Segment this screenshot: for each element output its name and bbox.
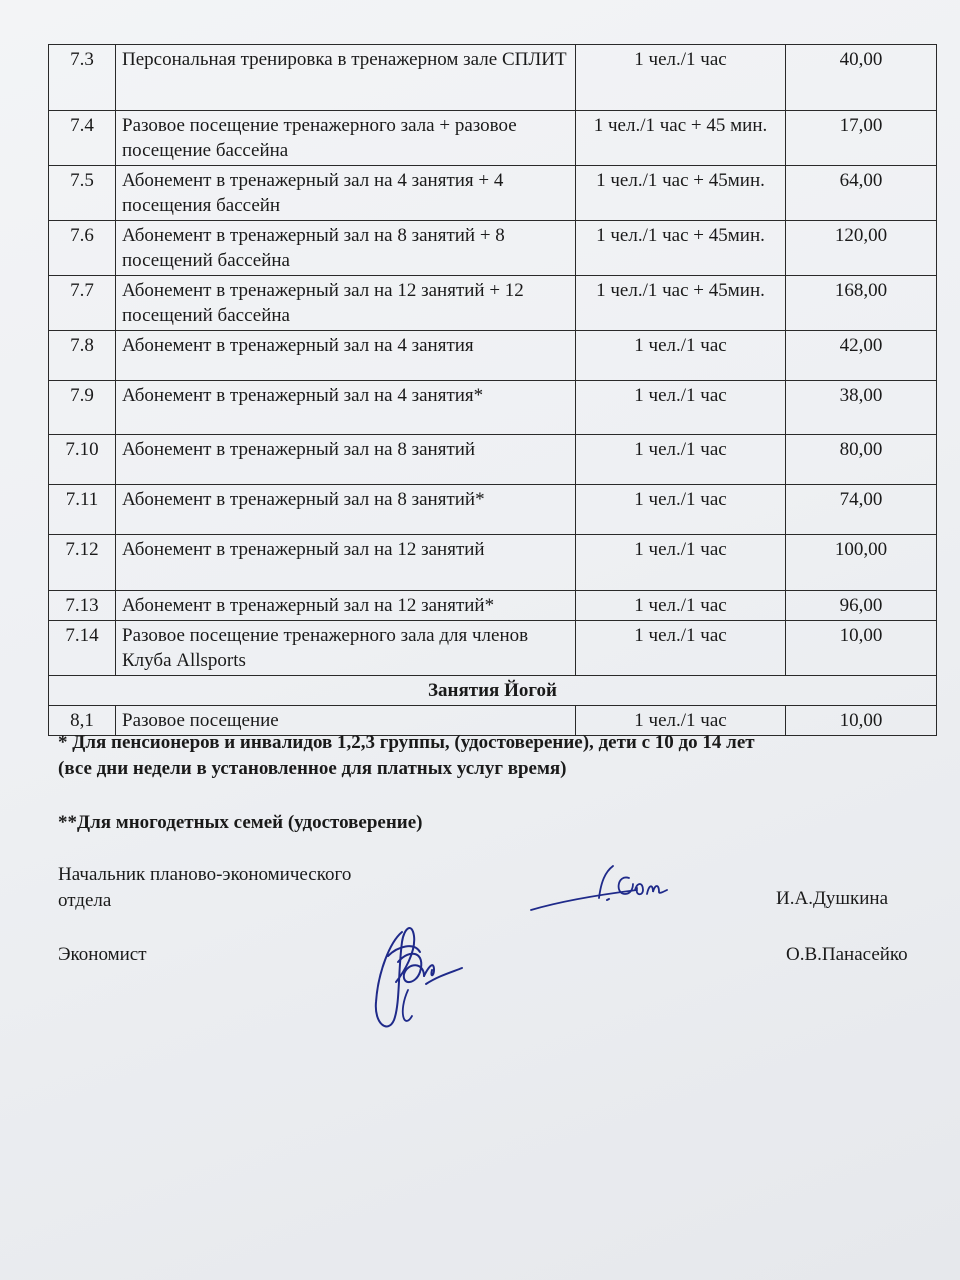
table-row (49, 221, 937, 276)
service-unit: 1 чел./1 час (576, 706, 786, 736)
service-unit: 1 чел./1 час (576, 381, 786, 435)
service-price: 17,00 (786, 111, 937, 166)
table-row (49, 591, 937, 621)
table-row (49, 331, 937, 381)
service-price: 120,00 (786, 221, 937, 276)
row-number: 7.4 (49, 111, 116, 166)
head-title-line: отдела (58, 890, 112, 911)
service-name: Разовое посещение (116, 706, 576, 736)
service-price: 80,00 (786, 435, 937, 485)
footnote-line: (все дни недели в установленное для платных услуг время) (58, 758, 567, 779)
row-number: 7.11 (49, 485, 116, 535)
table-row (49, 381, 937, 435)
economist-title: Экономист (58, 944, 147, 965)
head-name: И.А.Душкина (776, 888, 889, 909)
head-title-line: Начальник планово-экономического (58, 864, 352, 885)
service-unit: 1 чел./1 час (576, 621, 786, 676)
service-price: 10,00 (786, 621, 937, 676)
service-price: 38,00 (786, 381, 937, 435)
service-unit: 1 чел./1 час + 45мин. (576, 276, 786, 331)
table-row (49, 435, 937, 485)
footnote-discount (58, 730, 755, 782)
service-unit: 1 чел./1 час (576, 591, 786, 621)
signature-economist (368, 912, 478, 1042)
service-unit: 1 чел./1 час + 45 мин. (576, 111, 786, 166)
row-number: 7.13 (49, 591, 116, 621)
row-number: 7.9 (49, 381, 116, 435)
row-number: 7.14 (49, 621, 116, 676)
footnote-large-families: **Для многодетных семей (удостоверение) (58, 812, 423, 833)
service-unit: 1 чел./1 час (576, 535, 786, 591)
table-row (49, 535, 937, 591)
service-price: 64,00 (786, 166, 937, 221)
service-unit: 1 чел./1 час (576, 435, 786, 485)
service-price: 74,00 (786, 485, 937, 535)
signature-head (525, 860, 685, 920)
row-number: 7.5 (49, 166, 116, 221)
service-name: Абонемент в тренажерный зал на 8 занятий (116, 435, 576, 485)
service-name: Разовое посещение тренажерного зала + разовое посещение бассейна (116, 111, 576, 166)
table-row (49, 111, 937, 166)
table-row (49, 276, 937, 331)
service-name: Абонемент в тренажерный зал на 4 занятия (116, 331, 576, 381)
service-unit: 1 чел./1 час + 45мин. (576, 221, 786, 276)
row-number: 8,1 (49, 706, 116, 736)
service-name: Абонемент в тренажерный зал на 4 занятия + 4 посещения бассейн (116, 166, 576, 221)
row-number: 7.8 (49, 331, 116, 381)
service-name: Абонемент в тренажерный зал на 12 занятий (116, 535, 576, 591)
tariff-table (48, 44, 937, 736)
section-title: Занятия Йогой (49, 676, 937, 706)
section-header-row (49, 676, 937, 706)
row-number: 7.3 (49, 45, 116, 111)
service-price: 10,00 (786, 706, 937, 736)
service-name: Абонемент в тренажерный зал на 12 занятий + 12 посещений бассейна (116, 276, 576, 331)
table-row (49, 621, 937, 676)
table-row (49, 45, 937, 111)
economist-name: О.В.Панасейко (786, 944, 908, 965)
service-price: 168,00 (786, 276, 937, 331)
service-price: 96,00 (786, 591, 937, 621)
row-number: 7.12 (49, 535, 116, 591)
table-row (49, 166, 937, 221)
footnote-line: * Для пенсионеров и инвалидов 1,2,3 группы, (удостоверение), дети с 10 до 14 лет (58, 732, 755, 753)
service-price: 40,00 (786, 45, 937, 111)
service-price: 42,00 (786, 331, 937, 381)
table-row (49, 485, 937, 535)
head-title (58, 862, 351, 914)
service-unit: 1 чел./1 час (576, 45, 786, 111)
row-number: 7.7 (49, 276, 116, 331)
service-unit: 1 чел./1 час (576, 485, 786, 535)
service-unit: 1 чел./1 час (576, 331, 786, 381)
service-name: Абонемент в тренажерный зал на 8 занятий + 8 посещений бассейна (116, 221, 576, 276)
service-name: Абонемент в тренажерный зал на 8 занятий* (116, 485, 576, 535)
service-price: 100,00 (786, 535, 937, 591)
service-name: Абонемент в тренажерный зал на 12 занятий* (116, 591, 576, 621)
row-number: 7.10 (49, 435, 116, 485)
service-unit: 1 чел./1 час + 45мин. (576, 166, 786, 221)
service-name: Персональная тренировка в тренажерном зале СПЛИТ (116, 45, 576, 111)
service-name: Разовое посещение тренажерного зала для членов Клуба Allsports (116, 621, 576, 676)
row-number: 7.6 (49, 221, 116, 276)
service-name: Абонемент в тренажерный зал на 4 занятия* (116, 381, 576, 435)
